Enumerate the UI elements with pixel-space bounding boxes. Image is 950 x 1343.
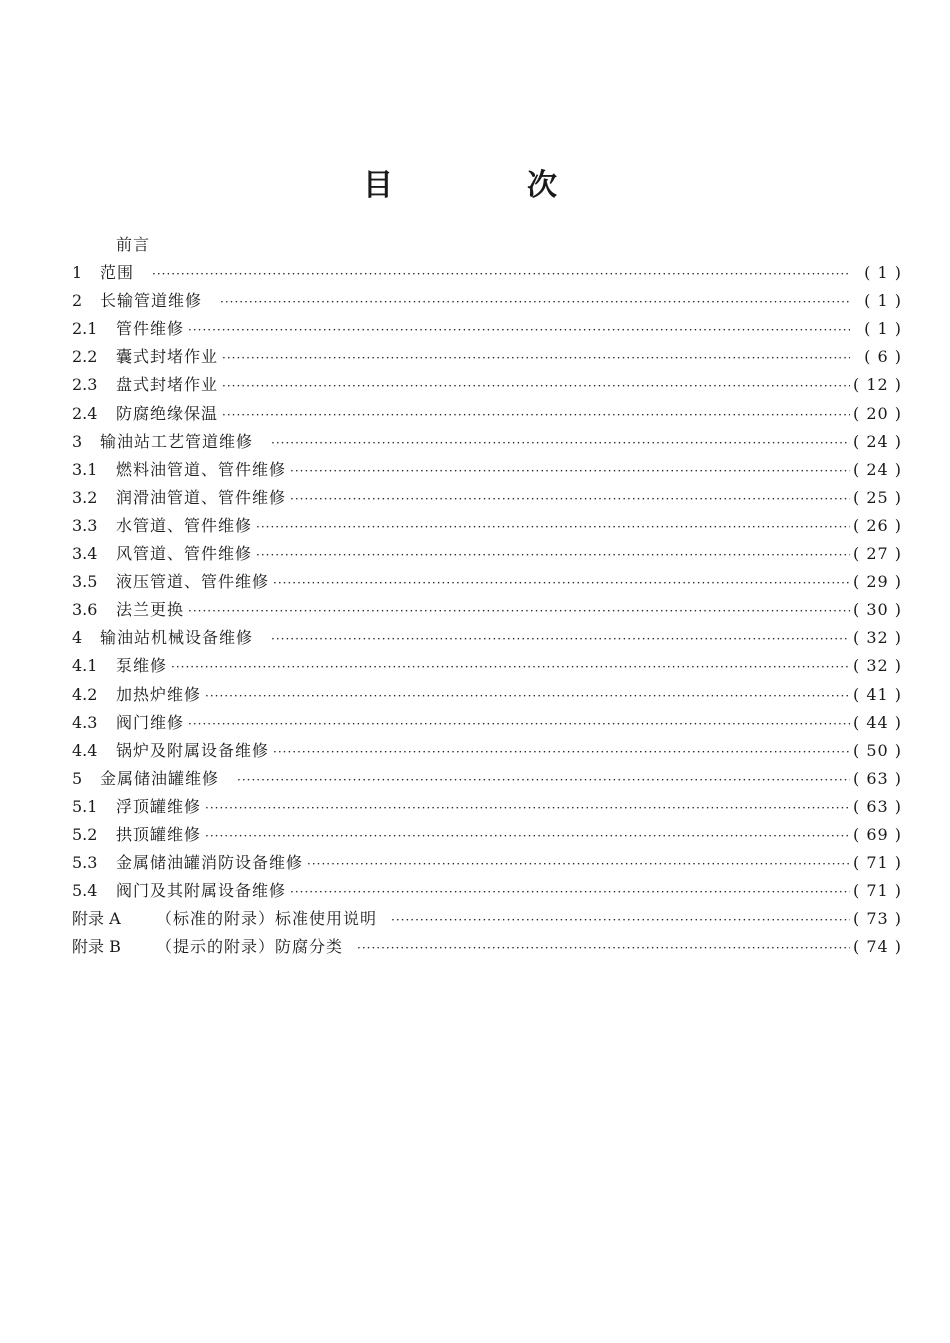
toc-entry-page: ( 27 ) xyxy=(852,544,902,564)
toc-entry-number: 4.3 xyxy=(72,712,98,732)
toc-entry-appendix-b[interactable] xyxy=(72,934,902,962)
toc-entry-page: ( 32 ) xyxy=(852,628,902,648)
toc-entry-2-4[interactable] xyxy=(72,401,902,429)
toc-entry-label: 输油站工艺管道维修 xyxy=(100,431,254,451)
toc-entry-page: ( 69 ) xyxy=(852,824,902,844)
toc-entry-page: ( 20 ) xyxy=(852,403,902,423)
toc-entry-number: 3.1 xyxy=(72,459,98,479)
toc-entry-5-2[interactable] xyxy=(72,822,902,850)
toc-entry-label: 防腐绝缘保温 xyxy=(116,403,219,423)
toc-entry-number: 4.4 xyxy=(72,740,98,760)
toc-entry-page: ( 24 ) xyxy=(852,459,902,479)
toc-entry-page: ( 41 ) xyxy=(852,684,902,704)
toc-entry-label: 液压管道、管件维修 xyxy=(116,572,270,592)
table-of-contents xyxy=(72,232,902,962)
dot-leader xyxy=(233,773,850,787)
toc-entry-number: 3.5 xyxy=(72,572,98,592)
toc-entry-4-3[interactable] xyxy=(72,710,902,738)
dot-leader xyxy=(148,267,850,281)
toc-entry-3[interactable] xyxy=(72,429,902,457)
dot-leader xyxy=(184,323,850,337)
toc-entry-number: 3.4 xyxy=(72,544,98,564)
toc-entry-number: 2 xyxy=(72,291,83,311)
toc-entry-2-2[interactable] xyxy=(72,344,902,372)
toc-entry-label: 加热炉维修 xyxy=(116,684,202,704)
dot-leader xyxy=(267,632,850,646)
dot-leader xyxy=(184,604,850,618)
toc-entry-number: 5.2 xyxy=(72,824,98,844)
toc-entry-page: ( 73 ) xyxy=(852,909,902,929)
toc-entry-label: 锅炉及附属设备维修 xyxy=(116,740,270,760)
toc-entry-label: 前言 xyxy=(116,235,151,254)
toc-entry-number: 附录 A xyxy=(72,909,121,929)
toc-entry-number: 4.1 xyxy=(72,656,98,676)
toc-entry-5-4[interactable] xyxy=(72,878,902,906)
toc-entry-number: 3.3 xyxy=(72,515,98,535)
toc-entry-number: 4.2 xyxy=(72,684,98,704)
toc-entry-number: 3.6 xyxy=(72,600,98,620)
dot-leader xyxy=(286,885,850,899)
toc-entry-page: ( 29 ) xyxy=(852,572,902,592)
toc-entry-page: ( 74 ) xyxy=(852,937,902,957)
page-title: 目 次 xyxy=(363,168,609,203)
toc-entry-page: ( 24 ) xyxy=(852,431,902,451)
toc-entry-number: 3.2 xyxy=(72,487,98,507)
dot-leader xyxy=(218,379,850,393)
toc-entry-3-2[interactable] xyxy=(72,485,902,513)
toc-entry-number: 5 xyxy=(72,768,83,788)
toc-entry-preface[interactable] xyxy=(72,232,902,260)
toc-entry-3-5[interactable] xyxy=(72,569,902,597)
toc-entry-1[interactable] xyxy=(72,260,902,288)
dot-leader xyxy=(252,520,850,534)
toc-entry-number: 1 xyxy=(72,263,83,283)
toc-entry-label: 泵维修 xyxy=(116,656,168,676)
toc-entry-3-6[interactable] xyxy=(72,597,902,625)
toc-entry-5[interactable] xyxy=(72,766,902,794)
dot-leader xyxy=(216,295,850,309)
toc-entry-label: 输油站机械设备维修 xyxy=(100,628,254,648)
dot-leader xyxy=(201,801,850,815)
toc-entry-page: ( 63 ) xyxy=(852,796,902,816)
toc-entry-number: 2.4 xyxy=(72,403,98,423)
toc-entry-label: 长输管道维修 xyxy=(100,291,203,311)
toc-entry-page: ( 32 ) xyxy=(852,656,902,676)
toc-entry-3-1[interactable] xyxy=(72,457,902,485)
dot-leader xyxy=(184,717,850,731)
toc-entry-3-3[interactable] xyxy=(72,513,902,541)
toc-entry-number: 2.2 xyxy=(72,347,98,367)
dot-leader xyxy=(286,464,850,478)
toc-entry-2[interactable] xyxy=(72,288,902,316)
toc-entry-appendix-a[interactable] xyxy=(72,906,902,934)
toc-entry-page: ( 6 ) xyxy=(864,347,902,367)
toc-entry-page: ( 12 ) xyxy=(852,375,902,395)
toc-entry-page: ( 1 ) xyxy=(864,291,902,311)
toc-entry-page: ( 1 ) xyxy=(864,263,902,283)
toc-entry-page: ( 1 ) xyxy=(864,319,902,339)
dot-leader xyxy=(201,689,850,703)
toc-entry-4-4[interactable] xyxy=(72,738,902,766)
dot-leader xyxy=(167,660,850,674)
toc-entry-label: 润滑油管道、管件维修 xyxy=(116,487,287,507)
dot-leader xyxy=(218,351,850,365)
toc-entry-label: 拱顶罐维修 xyxy=(116,824,202,844)
dot-leader xyxy=(201,829,850,843)
toc-entry-page: ( 71 ) xyxy=(852,853,902,873)
toc-entry-label: 范围 xyxy=(100,263,135,283)
toc-entry-4-1[interactable] xyxy=(72,653,902,681)
dot-leader xyxy=(303,857,850,871)
toc-entry-page: ( 71 ) xyxy=(852,881,902,901)
toc-entry-3-4[interactable] xyxy=(72,541,902,569)
toc-entry-label: 浮顶罐维修 xyxy=(116,796,202,816)
toc-entry-label: （标准的附录）标准使用说明 xyxy=(156,909,378,929)
toc-entry-number: 3 xyxy=(72,431,83,451)
toc-entry-label: 囊式封堵作业 xyxy=(116,347,219,367)
toc-entry-4-2[interactable] xyxy=(72,682,902,710)
toc-entry-page: ( 50 ) xyxy=(852,740,902,760)
dot-leader xyxy=(269,576,850,590)
toc-entry-label: 管件维修 xyxy=(116,319,185,339)
toc-entry-number: 2.3 xyxy=(72,375,98,395)
dot-leader xyxy=(286,492,850,506)
dot-leader xyxy=(218,408,850,422)
toc-entry-4[interactable] xyxy=(72,625,902,653)
toc-entry-label: 水管道、管件维修 xyxy=(116,515,253,535)
toc-entry-label: 金属储油罐消防设备维修 xyxy=(116,853,304,873)
toc-entry-number: 5.3 xyxy=(72,853,98,873)
toc-entry-label: 盘式封堵作业 xyxy=(116,375,219,395)
toc-entry-number: 附录 B xyxy=(72,937,121,957)
toc-entry-label: 阀门及其附属设备维修 xyxy=(116,881,287,901)
dot-leader xyxy=(387,913,850,927)
toc-entry-label: （提示的附录）防腐分类 xyxy=(156,937,344,957)
toc-entry-label: 风管道、管件维修 xyxy=(116,544,253,564)
toc-entry-number: 4 xyxy=(72,628,83,648)
toc-entry-number: 2.1 xyxy=(72,319,98,339)
toc-entry-page: ( 44 ) xyxy=(852,712,902,732)
dot-leader xyxy=(267,436,850,450)
toc-entry-number: 5.4 xyxy=(72,881,98,901)
toc-entry-page: ( 25 ) xyxy=(852,487,902,507)
toc-entry-2-1[interactable] xyxy=(72,316,902,344)
dot-leader xyxy=(269,745,850,759)
toc-entry-2-3[interactable] xyxy=(72,372,902,400)
toc-entry-label: 法兰更换 xyxy=(116,600,185,620)
toc-entry-page: ( 26 ) xyxy=(852,515,902,535)
toc-entry-5-3[interactable] xyxy=(72,850,902,878)
toc-entry-page: ( 30 ) xyxy=(852,600,902,620)
toc-entry-label: 燃料油管道、管件维修 xyxy=(116,459,287,479)
toc-entry-label: 阀门维修 xyxy=(116,712,185,732)
toc-entry-page: ( 63 ) xyxy=(852,768,902,788)
toc-entry-number: 5.1 xyxy=(72,796,98,816)
dot-leader xyxy=(353,941,850,955)
toc-entry-5-1[interactable] xyxy=(72,794,902,822)
toc-entry-label: 金属储油罐维修 xyxy=(100,768,220,788)
dot-leader xyxy=(252,548,850,562)
